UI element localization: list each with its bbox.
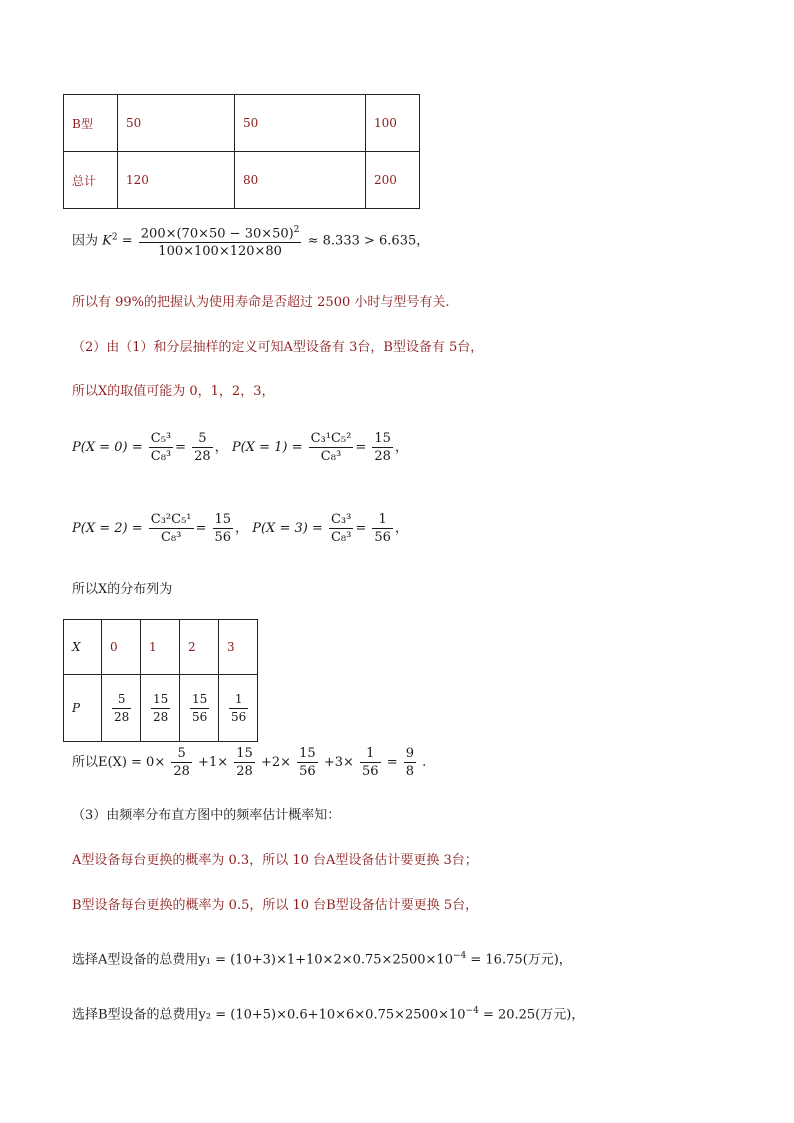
fraction-denominator: C₈³ [330, 530, 352, 545]
cost-a-formula [72, 946, 572, 970]
fraction-numerator: 5 [192, 430, 213, 448]
fraction: $\frac{15}{28}$ [236, 746, 253, 779]
table-row [64, 152, 420, 209]
fraction-numerator: C₃¹C₅² [310, 431, 352, 446]
fraction-numerator: C₃²C₅¹ [150, 512, 192, 527]
x-value: 0 [102, 620, 141, 675]
fraction-denominator: 56 [374, 530, 391, 545]
table-cell: 80 [235, 152, 366, 209]
k2-fraction [139, 222, 302, 260]
k2-tail: ≈ 8.333 > 6.635， [307, 233, 430, 249]
table-cell: B型 [64, 95, 118, 152]
expectation-prefix: 所以E(X) = 0× [72, 755, 166, 770]
table-cell: 120 [118, 152, 235, 209]
fraction-denominator: C₈³ [160, 530, 182, 545]
table-cell: 总计 [64, 152, 118, 209]
fraction-numerator: 15 [374, 431, 391, 446]
line-a-replacement: A型设备每台更换的概率为 0.3，所以 10 台A型设备估计要更换 3台； [72, 853, 478, 868]
table-cell: 50 [118, 95, 235, 152]
p0-label: P(X = 0) = [72, 440, 143, 455]
fraction-numerator: C₅³ [150, 431, 172, 446]
p2-value-fraction [213, 511, 234, 546]
cost-a-text: 选择A型设备的总费用y₁ = (10+3)×1+10×2×0.75×2500×10 [72, 952, 453, 968]
p2-comb-fraction [149, 511, 194, 546]
table-cell: 100 [366, 95, 420, 152]
x-value: 3 [219, 620, 258, 675]
p-value: $\frac{15}{56}$ [180, 675, 219, 742]
part2-intro: （2）由（1）和分层抽样的定义可知A型设备有 3台，B型设备有 5台， [72, 340, 484, 355]
k2-formula: 因为 $K^2$ = $\frac{200\times(70\times 50 - 30\times 50)^2}{100\times 100\times 120\times 80}$ ≈ 8.333 > 6.635， [72, 222, 429, 260]
conclusion-line: 所以有 99%的把握认为使用寿命是否超过 2500 小时与型号有关. [72, 295, 450, 310]
operator: +3× [323, 755, 354, 770]
p-header: P [64, 675, 102, 742]
operator: +2× [260, 755, 291, 770]
fraction: $\frac{5}{28}$ [173, 746, 190, 779]
table-cell: 50 [235, 95, 366, 152]
fraction-denominator: C₈³ [320, 449, 342, 464]
distribution-table [63, 619, 258, 742]
separator: ， [214, 440, 228, 455]
cost-b-formula [72, 1001, 584, 1025]
k2-var: K [102, 233, 112, 249]
fraction-denominator: 28 [374, 449, 391, 464]
prob-line-1: P(X = 0) = $\frac{\text{C₅³}}{\text{C₈³}}$ = $\frac{5}{28}$ ， P(X = 1) = $\frac{\text{C₃¹C₅²}}{\text{C₈³}}$ = $\frac{15}{28}$ ， [72, 431, 408, 464]
fraction: $\frac{1}{56}$ [362, 746, 379, 779]
fraction-numerator: 15 [214, 512, 232, 527]
p3-value-fraction [372, 511, 393, 546]
x-header: X [64, 620, 102, 675]
table-row [64, 675, 258, 742]
fraction: $\frac{15}{56}$ [299, 746, 316, 779]
separator: ， [394, 440, 408, 455]
p0-comb-fraction [149, 430, 173, 465]
x-value: 1 [141, 620, 180, 675]
prob-line-2: P(X = 2) = $\frac{\text{C₃²C₅¹}}{\text{C₈³}}$ = $\frac{15}{56}$ ， P(X = 3) = $\frac{\text{C₃³}}{\text{C₈³}}$ = $\frac{1}{56}$ ， [72, 512, 408, 545]
cost-a-exponent: −4 [452, 951, 467, 961]
fraction-numerator: C₃³ [330, 512, 352, 527]
k2-denominator: 100×100×120×80 [158, 244, 282, 260]
fraction-denominator: 56 [214, 530, 232, 545]
distribution-intro: 所以X的分布列为 [72, 582, 173, 597]
p-value: $\frac{5}{28}$ [102, 675, 141, 742]
p1-comb-fraction [309, 430, 354, 465]
part3-intro: （3）由频率分布直方图中的频率估计概率知： [72, 808, 341, 823]
k2-prefix: 因为 [72, 233, 99, 249]
k2-numerator-exp: 2 [293, 225, 300, 235]
expectation-formula [72, 745, 426, 780]
p-value: $\frac{1}{56}$ [219, 675, 258, 742]
p1-value-fraction [372, 430, 393, 465]
cost-b-tail: = 20.25(万元)， [478, 1007, 585, 1023]
p0-value-fraction [192, 430, 213, 465]
p3-label: P(X = 3) = [252, 521, 323, 536]
k2-numerator: 200×(70×50 − 30×50) [140, 226, 294, 242]
separator: ， [394, 521, 408, 536]
fraction-denominator: C₈³ [150, 449, 172, 464]
cost-a-tail: = 16.75(万元)， [466, 952, 572, 968]
p2-label: P(X = 2) = [72, 521, 143, 536]
fraction-denominator: 28 [194, 449, 211, 464]
table-row [64, 620, 258, 675]
separator: ， [235, 521, 249, 536]
fraction-numerator: 1 [372, 511, 393, 529]
x-value: 2 [180, 620, 219, 675]
fraction: $\frac{9}{8}$ [405, 746, 415, 779]
p1-label: P(X = 1) = [231, 440, 303, 455]
table-cell: 200 [366, 152, 420, 209]
k2-eq: = [121, 233, 137, 249]
line-b-replacement: B型设备每台更换的概率为 0.5，所以 10 台B型设备估计要更换 5台， [72, 898, 479, 913]
contingency-table [63, 94, 420, 209]
table-row [64, 95, 420, 152]
p-value: $\frac{15}{28}$ [141, 675, 180, 742]
p3-comb-fraction [329, 511, 353, 546]
cost-b-exponent: −4 [465, 1006, 479, 1016]
cost-b-text: 选择B型设备的总费用y₂ = (10+5)×0.6+10×6×0.75×2500×10 [72, 1007, 466, 1023]
operator: = [386, 755, 402, 770]
period: . [422, 755, 427, 770]
x-values-line: 所以X的取值可能为 0，1，2，3， [72, 384, 275, 399]
operator: +1× [198, 755, 229, 770]
